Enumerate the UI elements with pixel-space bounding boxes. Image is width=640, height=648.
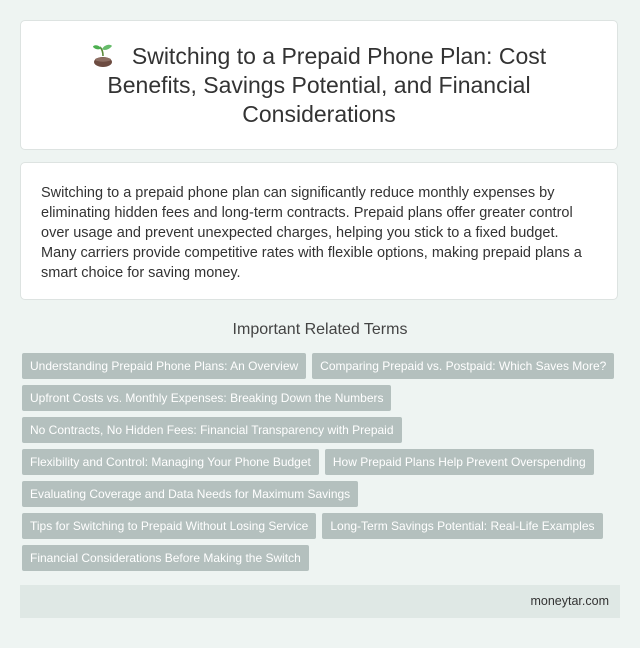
related-term-tag[interactable]: How Prepaid Plans Help Prevent Overspending — [325, 449, 594, 475]
related-term-tag[interactable]: Financial Considerations Before Making the Switch — [22, 545, 309, 571]
related-term-tag[interactable]: Long-Term Savings Potential: Real-Life Examples — [322, 513, 602, 539]
related-term-tag[interactable]: Upfront Costs vs. Monthly Expenses: Breaking Down the Numbers — [22, 385, 391, 411]
title-card — [20, 20, 618, 150]
page-title — [21, 42, 617, 129]
related-term-tag[interactable]: Understanding Prepaid Phone Plans: An Overview — [22, 353, 306, 379]
page-title-text: Switching to a Prepaid Phone Plan: Cost Benefits, Savings Potential, and Financial Considerations — [107, 42, 547, 127]
sprout-icon — [92, 43, 114, 67]
summary-card — [20, 162, 618, 300]
footer-site: moneytar.com — [530, 594, 609, 608]
related-terms-list — [22, 353, 622, 577]
footer — [20, 585, 620, 618]
related-term-tag[interactable]: Tips for Switching to Prepaid Without Losing Service — [22, 513, 316, 539]
related-term-tag[interactable]: No Contracts, No Hidden Fees: Financial Transparency with Prepaid — [22, 417, 402, 443]
summary-text: Switching to a prepaid phone plan can significantly reduce monthly expenses by eliminating hidden fees and long-term contracts. Prepaid plans offer greater control over usage and prevent unexpected charges, helping you stick to a fixed budget. Many carriers provide competitive rates with flexible options, making prepaid plans a smart choice for saving money. — [41, 185, 582, 281]
related-term-tag[interactable]: Flexibility and Control: Managing Your Phone Budget — [22, 449, 319, 475]
related-term-tag[interactable]: Comparing Prepaid vs. Postpaid: Which Saves More? — [312, 353, 614, 379]
related-terms-heading: Important Related Terms — [232, 321, 408, 338]
related-term-tag[interactable]: Evaluating Coverage and Data Needs for Maximum Savings — [22, 481, 358, 507]
